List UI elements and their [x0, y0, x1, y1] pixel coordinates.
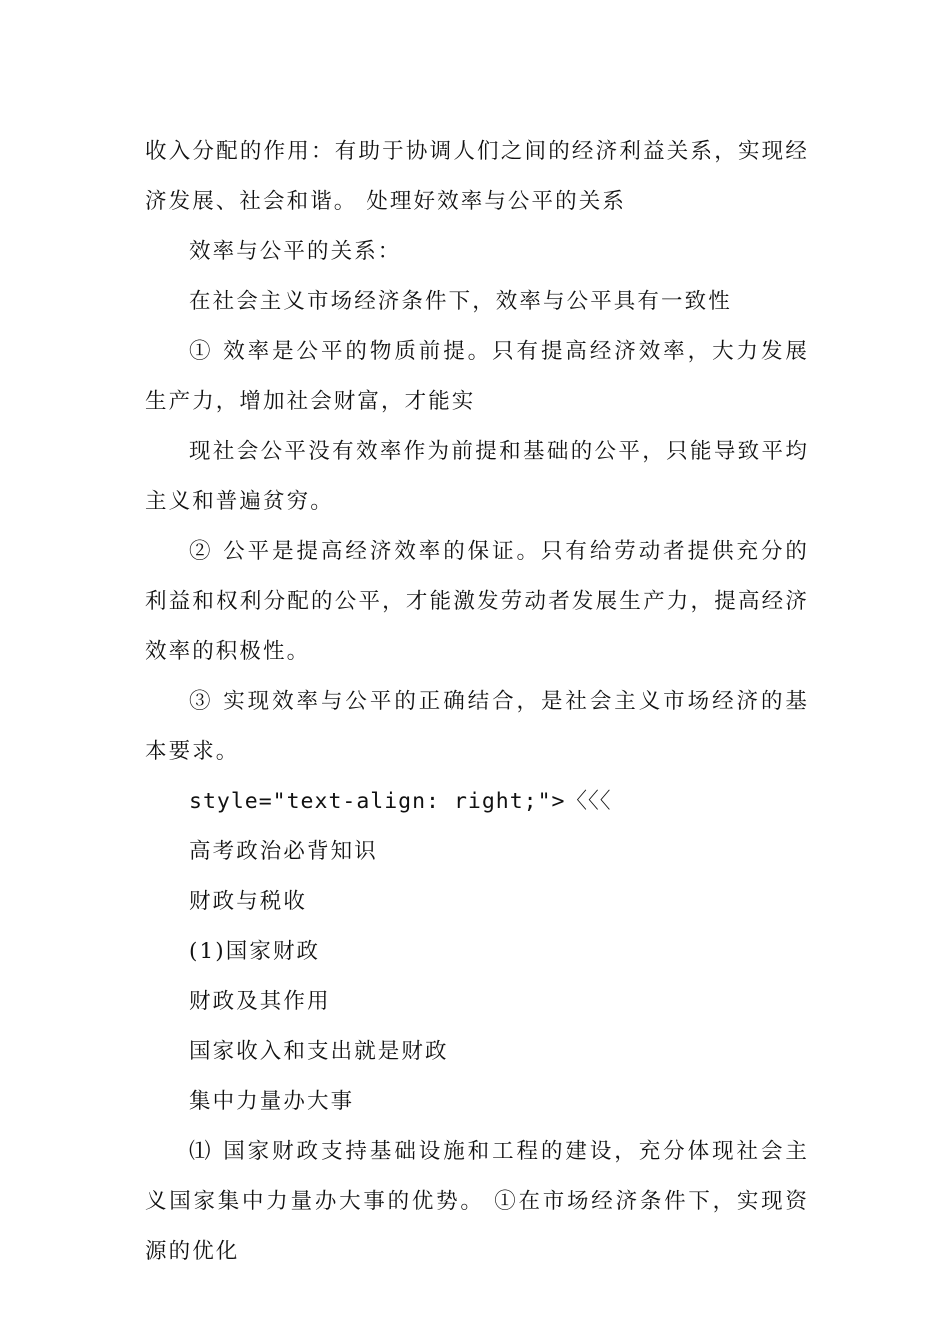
- paragraph-point-1: ① 效率是公平的物质前提。只有提高经济效率，大力发展生产力，增加社会财富，才能实: [145, 339, 809, 414]
- section-title: 高考政治必背知识: [189, 839, 378, 864]
- subheading-concentrate-resources: 集中力量办大事: [189, 1089, 355, 1114]
- subheading-finance-role: 财政及其作用: [189, 989, 331, 1014]
- section-heading-finance-tax: 财政与税收: [189, 889, 308, 914]
- subheading-national-finance: (1)国家财政: [189, 939, 321, 964]
- paragraph-point-2: ② 公平是提高经济效率的保证。只有给劳动者提供充分的利益和权利分配的公平，才能激发劳动者发展生产力，提高经济效率的积极性。: [145, 539, 809, 664]
- document-body: [145, 127, 809, 1277]
- paragraph-finance-definition: 国家收入和支出就是财政: [189, 1039, 449, 1064]
- paragraph-point-3: ③ 实现效率与公平的正确结合，是社会主义市场经济的基本要求。: [145, 689, 809, 764]
- paragraph-point-1-continued: 现社会公平没有效率作为前提和基础的公平，只能导致平均主义和普遍贫穷。: [145, 439, 809, 514]
- paragraph-consistency: 在社会主义市场经济条件下，效率与公平具有一致性: [189, 289, 732, 314]
- paragraph-income-distribution: 收入分配的作用：有助于协调人们之间的经济利益关系，实现经济发展、社会和谐。 处理好效率与公平的关系: [145, 139, 809, 214]
- paragraph-infrastructure-support: ⑴ 国家财政支持基础设施和工程的建设，充分体现社会主义国家集中力量办大事的优势。 ①在市场经济条件下，实现资源的优化: [145, 1139, 809, 1264]
- stray-markup-line: style="text-align: right;">〈〈〈: [189, 789, 612, 814]
- heading-efficiency-fairness-relation: 效率与公平的关系：: [189, 239, 402, 264]
